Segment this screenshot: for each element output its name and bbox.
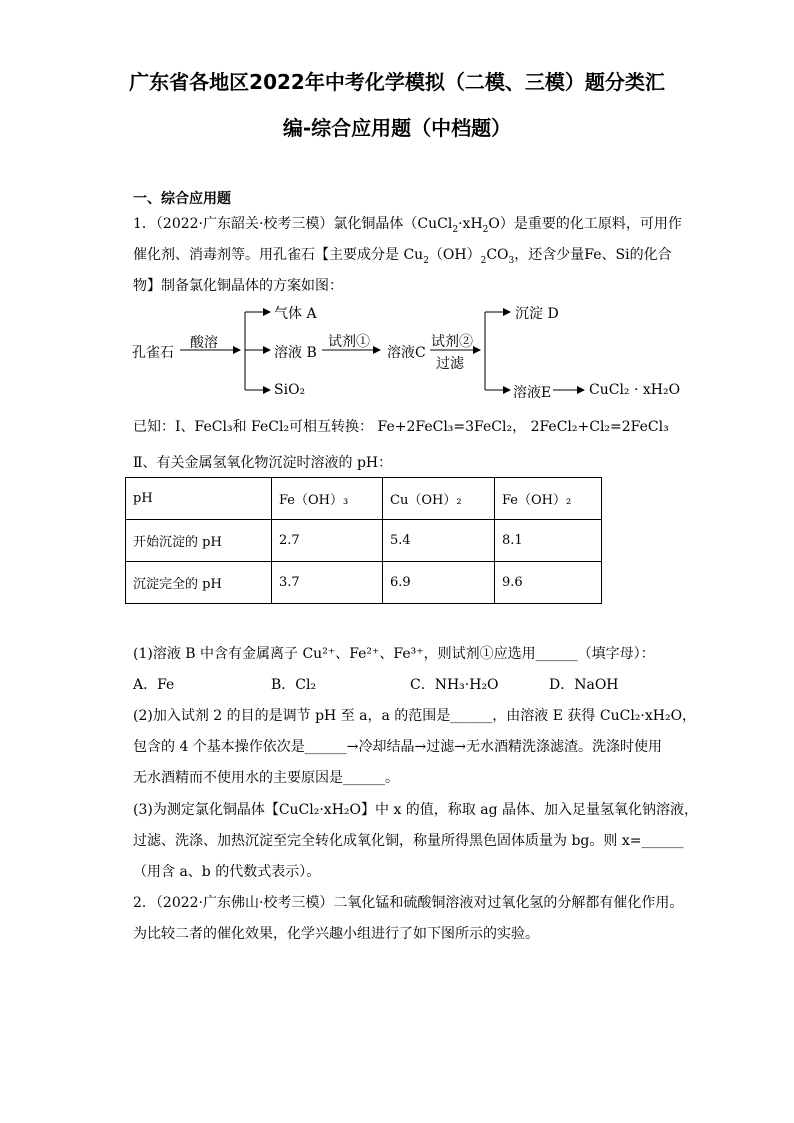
table-header-row: [126, 478, 602, 520]
table-cell: 3.7: [272, 562, 383, 604]
flow-sio2: SiO₂: [274, 382, 306, 398]
q1-sub-3-line-2: 过滤、洗涤、加热沉淀至完全转化成氧化铜，称量所得黑色固体质量为 bg。则 x=______: [133, 833, 684, 849]
q1-sub-3-line-1: (3)为测定氯化铜晶体【CuCl₂·xH₂O】中 x 的值，称取 ag 晶体、加入足量氢氧化钠溶液，: [133, 802, 699, 818]
flow-product: CuCl₂ · xH₂O: [589, 382, 681, 398]
q1-sub-2-line-3: 无水酒精而不使用水的主要原因是______。: [133, 770, 399, 786]
table-cell: pH: [126, 478, 272, 520]
q2-line-2: 为比较二者的催化效果，化学兴趣小组进行了如下图所示的实验。: [133, 926, 539, 942]
q1-known-2: Ⅱ、有关金属氢氧化物沉淀时溶液的 pH：: [133, 455, 393, 471]
flow-gas-a: 气体 A: [274, 306, 317, 322]
option-b: B．Cl₂: [271, 677, 317, 693]
flow-reagent-2: 试剂②: [431, 334, 473, 350]
table-cell: 5.4: [383, 520, 495, 562]
table-cell: 9.6: [495, 562, 602, 604]
flow-precipitate-d: 沉淀 D: [515, 306, 559, 322]
page-title-line-2: 编-综合应用题（中档题）: [282, 116, 512, 140]
table-cell: Cu（OH）₂: [383, 478, 495, 520]
table-cell: 8.1: [495, 520, 602, 562]
q1-sub-3-line-3: （用含 a、b 的代数式表示）。: [133, 864, 321, 880]
page-title-line-1: 广东省各地区2022年中考化学模拟（二模、三模）题分类汇: [129, 70, 665, 94]
table-cell: 2.7: [272, 520, 383, 562]
table-cell: 开始沉淀的 pH: [126, 520, 272, 562]
q2-line-1: 2．（2022·广东佛山·校考三模）二氧化锰和硫酸铜溶液对过氧化氢的分解都有催化作用。: [133, 895, 684, 911]
table-row: [126, 562, 602, 604]
option-a: A．Fe: [133, 677, 175, 693]
section-heading: 一、综合应用题: [133, 191, 231, 207]
flow-solution-c: 溶液C: [387, 345, 426, 361]
q1-sub-2-line-2: 包含的 4 个基本操作依次是______→冷却结晶→过滤→无水酒精洗涤滤渣。洗涤时使用: [133, 739, 662, 755]
table-cell: 沉淀完全的 pH: [126, 562, 272, 604]
q1-intro-line-2: 催化剂、消毒剂等。用孔雀石【主要成分是 $Cu_2(OH)_2CO_3$，还含少量Fe、Si的化合: [133, 247, 672, 266]
flow-start-malachite: 孔雀石: [132, 345, 174, 361]
option-c: C．NH₃·H₂O: [410, 677, 499, 693]
q1-sub-1: (1)溶液 B 中含有金属离子 Cu²⁺、Fe²⁺、Fe³⁺，则试剂①应选用______（填字母）：: [133, 646, 655, 662]
flow-reagent-1: 试剂①: [328, 334, 370, 350]
table-cell: 6.9: [383, 562, 495, 604]
q1-intro-line-3: 物】制备氯化铜晶体的方案如图：: [133, 278, 343, 294]
flow-solution-e: 溶液E: [513, 385, 552, 401]
option-d: D．NaOH: [549, 677, 619, 693]
flow-filter: 过滤: [436, 356, 464, 372]
table-row: [126, 520, 602, 562]
flow-acid-dissolve: 酸溶: [190, 335, 218, 351]
q1-sub-2-line-1: (2)加入试剂 2 的目的是调节 pH 至 a，a 的范围是______，由溶液 E 获得 CuCl₂·xH₂O，: [133, 708, 697, 724]
q1-known-1: 已知：I、FeCl₃和 FeCl₂可相互转换： Fe+2FeCl₃=3FeCl₂， 2FeCl₂+Cl₂=2FeCl₃: [133, 419, 669, 435]
flow-solution-b: 溶液 B: [274, 345, 317, 361]
table-cell: Fe（OH）₂: [495, 478, 602, 520]
process-flowchart: [130, 298, 680, 408]
table-cell: Fe（OH）₃: [272, 478, 383, 520]
ph-table: [125, 477, 602, 604]
q1-intro-line-1: 1．（2022·广东韶关·校考三模）氯化铜晶体$(CuCl_2\cdot xH_2O)$是重要的化工原料，可用作: [133, 216, 682, 235]
